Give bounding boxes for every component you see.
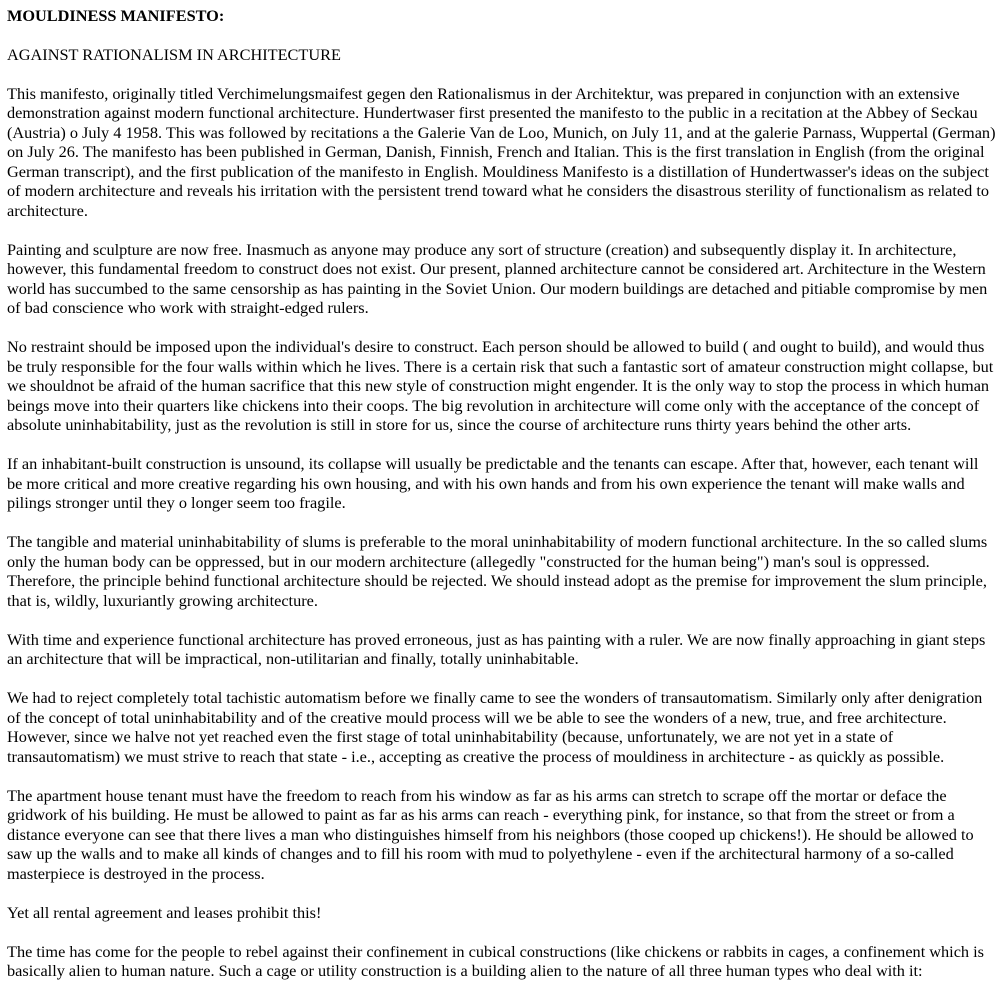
- paragraph-inhabitant-built: If an inhabitant-built construction is unsound, its collapse will usually be predictable and the tenants can escape. After that, however, each tenant will be more critical and more creative regarding his own housing, and with his own hands and from his own experience the tenant will make walls and pilings stronger until they o longer seem too fragile.: [7, 454, 979, 512]
- paragraph-painting-and-sculpture: Painting and sculpture are now free. Inasmuch as anyone may produce any sort of structure (creation) and subsequently display it. In architecture, however, this fundamental freedom to construct does not exist. Our present, planned architecture cannot be considered art. Architecture in the Western world has succumbed to the same censorship as has painting in the Soviet Union. Our modern buildings are detached and pitiable compromise by men of bad conscience who work with straight-edged rulers.: [7, 239, 988, 317]
- document-subtitle: AGAINST RATIONALISM IN ARCHITECTURE: [7, 44, 341, 64]
- paragraph-functional-architecture: With time and experience functional architecture has proved erroneous, just as has painting with a ruler. We are now finally approaching in giant steps an architecture that will be impractical, non-utilitarian and finally, totally uninhabitable.: [7, 629, 986, 668]
- paragraph-no-restraint: No restraint should be imposed upon the individual's desire to construct. Each person should be allowed to build ( and ought to build), and would thus be truly responsible for the four walls within which he lives. There is a certain risk that such a fantastic sort of amateur construction might collapse, but we shouldnot be afraid of the human sacrifice that this new style of construction might engender. It is the only way to stop the process in which human beings move into their quarters like chickens into their coops. The big revolution in architecture will come only with the acceptance of the concept of absolute uninhabitability, just as the revolution is still in store for us, since the course of architecture runs thirty years behind the other arts.: [7, 337, 994, 434]
- document-page: [7, 0, 997, 981]
- paragraph-intro: This manifesto, originally titled Verchimelungsmaifest gegen den Rationalismus in der Architektur, was prepared in conjunction with an extensive demonstration against modern functional architecture. Hundertwaser first presented the manifesto to the public in a recitation at the Abbey of Seckau (Austria) o July 4 1958. This was followed by recitations a the Galerie Van de Loo, Munich, on July 11, and at the galerie Parnass, Wuppertal (German) on July 26. The manifesto has been published in German, Danish, Finnish, French and Italian. This is the first translation in English (from the original German transcript), and the first publication of the manifesto in English. Mouldiness Manifesto is a distillation of Hundertwasser's ideas on the subject of modern architecture and reveals his irritation with the persistent trend toward what he considers the disastrous sterility of functionalism as related to architecture.: [7, 83, 996, 220]
- paragraph-apartment-tenant: The apartment house tenant must have the freedom to reach from his window as far as his arms can stretch to scrape off the mortar or deface the gridwork of his building. He must be allowed to paint as far as his arms can reach - everything pink, for instance, so that from the street or from a distance everyone can see that there lives a man who distinguishes himself from his neighbors (those cooped up chickens!). He should be allowed to saw up the walls and to make all kinds of changes and to fill his room with mud to polyethylene - even if the architectural harmony of a so-called masterpiece is destroyed in the process.: [7, 785, 974, 883]
- document-title: MOULDINESS MANIFESTO:: [7, 6, 225, 25]
- paragraph-transautomatism: We had to reject completely total tachistic automatism before we finally came to see the wonders of transautomatism. Similarly only after denigration of the concept of total uninhabitability and of the creative mould process will we be able to see the wonders of a new, true, and free architecture. However, since we halve not yet reached even the first stage of total uninhabitability (because, unfortunately, we are not yet in a state of transautomatism) we must strive to reach that state - i.e., accepting as creative the process of mouldiness in architecture - as quickly as possible.: [7, 688, 983, 766]
- paragraph-slums: The tangible and material uninhabitability of slums is preferable to the moral uninhabitability of modern functional architecture. In the so called slums only the human body can be oppressed, but in our modern architecture (allegedly "constructed for the human being") man's soul is oppressed. Therefore, the principle behind functional architecture should be rejected. We should instead adopt as the premise for improvement the slum principle, that is, wildly, luxuriantly growing architecture.: [7, 532, 988, 610]
- paragraph-rental-agreements: Yet all rental agreement and leases prohibit this!: [7, 902, 322, 922]
- paragraph-rebellion: The time has come for the people to rebel against their confinement in cubical constructions (like chickens or rabbits in cages, a confinement which is basically alien to human nature. Such a cage or utility construction is a building alien to the nature of all three human types who deal with it:: [7, 941, 985, 980]
